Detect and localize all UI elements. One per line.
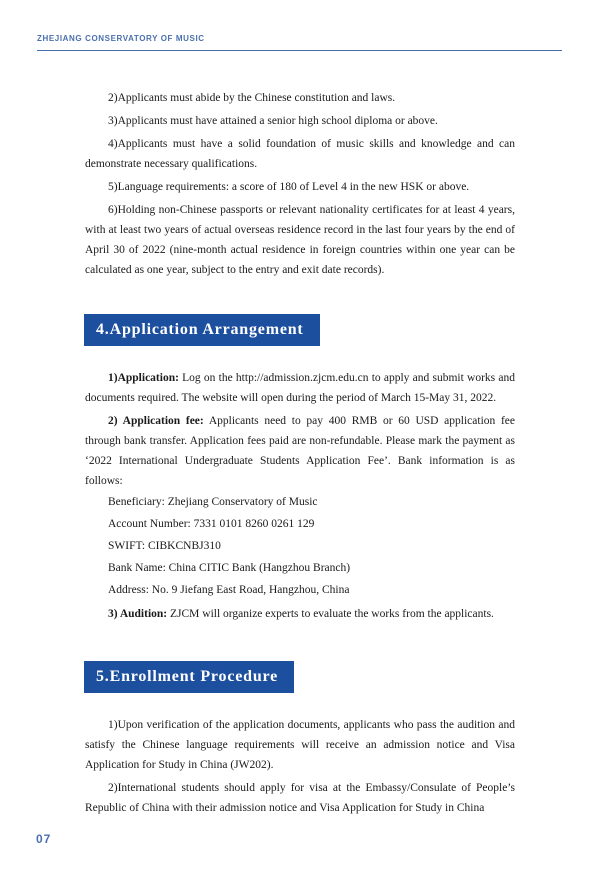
bank-line-swift: SWIFT: CIBKCNBJ310: [108, 540, 221, 552]
bank-information: [85, 494, 515, 599]
paragraph-enrollment-2: 2)International students should apply for visa at the Embassy/Consulate of People’s Republic of China with their admission notice and Visa Application for Study in China: [85, 782, 515, 814]
bank-line-bank-name: Bank Name: China CITIC Bank (Hangzhou Branch): [108, 562, 351, 574]
paragraph-requirement-6: 6)Holding non-Chinese passports or relevant nationality certificates for at least 4 years, with at least two years of actual overseas residence record in the last four years by the end of April 30 of 2022 (nine-month actual residence in foreign countries within one year can be calculated as one year, subject to the entry and exit date records).: [85, 204, 515, 276]
paragraph-application-text: Log on the http://admission.zjcm.edu.cn to apply and submit works and documents required. The website will open during the period of March 15-May 31, 2022.: [85, 372, 515, 404]
paragraph-enrollment-1: 1)Upon verification of the application documents, applicants who pass the audition and satisfy the Chinese language requirements will receive an admission notice and Visa Application for Study in China (JW202).: [85, 719, 515, 771]
bank-line-address: Address: No. 9 Jiefang East Road, Hangzhou, China: [108, 584, 350, 596]
paragraph-audition-lead: 3) Audition:: [108, 608, 168, 620]
paragraph-application: [85, 368, 515, 408]
paragraph-application-fee-lead: 2) Application fee:: [108, 415, 204, 427]
paragraph-requirement-5: 5)Language requirements: a score of 180 of Level 4 in the new HSK or above.: [108, 181, 470, 193]
section-heading-enrollment-procedure: 5.Enrollment Procedure: [84, 661, 294, 693]
paragraph-audition-text: ZJCM will organize experts to evaluate the works from the applicants.: [167, 608, 494, 620]
bank-line-account-number: Account Number: 7331 0101 8260 0261 129: [108, 518, 315, 530]
paragraph-requirement-3: 3)Applicants must have attained a senior high school diploma or above.: [108, 115, 438, 127]
paragraph-audition: [85, 604, 515, 624]
paragraph-requirement-2: 2)Applicants must abide by the Chinese constitution and laws.: [108, 92, 396, 104]
header-rule: [37, 50, 562, 51]
section-heading-application-arrangement: 4.Application Arrangement: [84, 314, 320, 346]
header-title: ZHEJIANG CONSERVATORY OF MUSIC: [37, 34, 205, 43]
paragraph-application-fee: [85, 411, 515, 491]
paragraph-application-fee-text: Applicants need to pay 400 RMB or 60 USD application fee through bank transfer. Application fees paid are non-refundable. Please mark the payment as ‘2022 International Undergraduate Students Application Fee’. Bank information is as follows:: [85, 415, 516, 487]
paragraph-application-lead: 1)Application:: [108, 372, 179, 384]
bank-line-beneficiary: Beneficiary: Zhejiang Conservatory of Music: [108, 496, 318, 508]
page-header: [37, 34, 562, 51]
paragraph-requirement-4: 4)Applicants must have a solid foundation of music skills and knowledge and can demonstrate necessary qualifications.: [85, 138, 515, 170]
document-body: [85, 88, 515, 821]
page-number: 07: [36, 832, 52, 846]
